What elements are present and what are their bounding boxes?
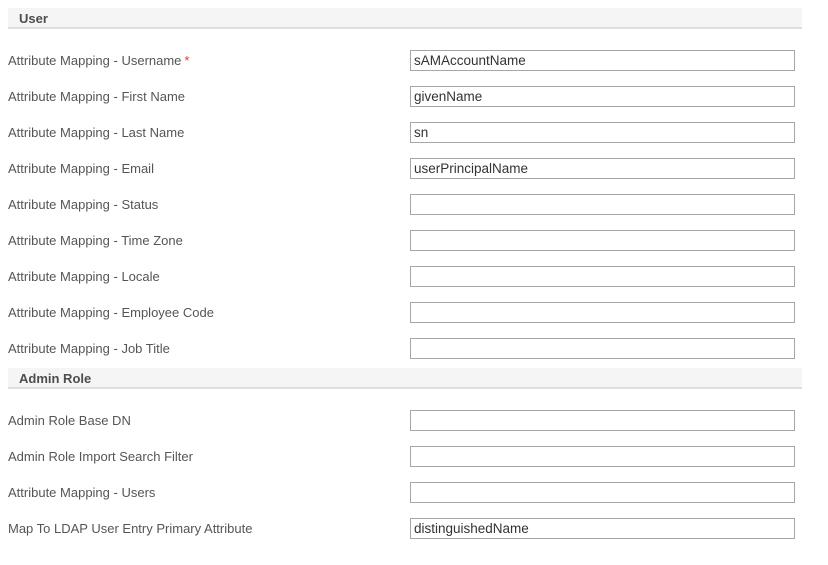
field-label: Attribute Mapping - Email — [8, 160, 154, 176]
field-label-wrap — [8, 485, 410, 500]
field-label-wrap — [8, 269, 410, 284]
field-label-wrap — [8, 233, 410, 248]
field-label: Attribute Mapping - First Name — [8, 88, 186, 104]
field-label-wrap — [8, 53, 410, 68]
field-input[interactable] — [410, 50, 795, 71]
field-input[interactable] — [410, 230, 795, 251]
form-section — [8, 368, 802, 546]
form-row — [8, 258, 802, 294]
section-title: User — [19, 11, 48, 26]
form-row — [8, 150, 802, 186]
form-root — [8, 8, 802, 546]
field-label: Map To LDAP User Entry Primary Attribute — [8, 520, 253, 536]
form-section — [8, 8, 802, 366]
form-row — [8, 474, 802, 510]
section-rows — [8, 29, 802, 366]
field-input[interactable] — [410, 266, 795, 287]
field-input[interactable] — [410, 410, 795, 431]
field-input[interactable] — [410, 446, 795, 467]
form-row — [8, 330, 802, 366]
field-label: Admin Role Import Search Filter — [8, 448, 193, 464]
form-row — [8, 294, 802, 330]
field-input[interactable] — [410, 122, 795, 143]
required-asterisk: * — [184, 52, 190, 68]
field-label: Attribute Mapping - Username — [8, 52, 182, 68]
field-input[interactable] — [410, 158, 795, 179]
field-input[interactable] — [410, 86, 795, 107]
field-label-wrap — [8, 305, 410, 320]
field-label: Attribute Mapping - Time Zone — [8, 232, 183, 248]
form-row — [8, 438, 802, 474]
section-title: Admin Role — [19, 371, 92, 386]
field-input[interactable] — [410, 302, 795, 323]
field-label-wrap — [8, 161, 410, 176]
field-input[interactable] — [410, 518, 795, 539]
field-input[interactable] — [410, 482, 795, 503]
field-label-wrap — [8, 197, 410, 212]
field-label: Attribute Mapping - Locale — [8, 268, 160, 284]
field-label: Admin Role Base DN — [8, 412, 131, 428]
field-label-wrap — [8, 341, 410, 356]
field-label-wrap — [8, 449, 410, 464]
form-row — [8, 510, 802, 546]
field-input[interactable] — [410, 194, 795, 215]
form-row — [8, 78, 802, 114]
field-label: Attribute Mapping - Last Name — [8, 124, 185, 140]
field-label: Attribute Mapping - Job Title — [8, 340, 170, 356]
field-label: Attribute Mapping - Status — [8, 196, 159, 212]
field-label: Attribute Mapping - Users — [8, 484, 156, 500]
field-label: Attribute Mapping - Employee Code — [8, 304, 214, 320]
form-row — [8, 114, 802, 150]
field-label-wrap — [8, 89, 410, 104]
field-input[interactable] — [410, 338, 795, 359]
field-label-wrap — [8, 125, 410, 140]
form-row — [8, 402, 802, 438]
form-row — [8, 222, 802, 258]
section-header — [8, 8, 802, 29]
section-header — [8, 368, 802, 389]
form-row — [8, 186, 802, 222]
form-row — [8, 42, 802, 78]
field-label-wrap — [8, 413, 410, 428]
section-rows — [8, 389, 802, 546]
field-label-wrap — [8, 521, 410, 536]
